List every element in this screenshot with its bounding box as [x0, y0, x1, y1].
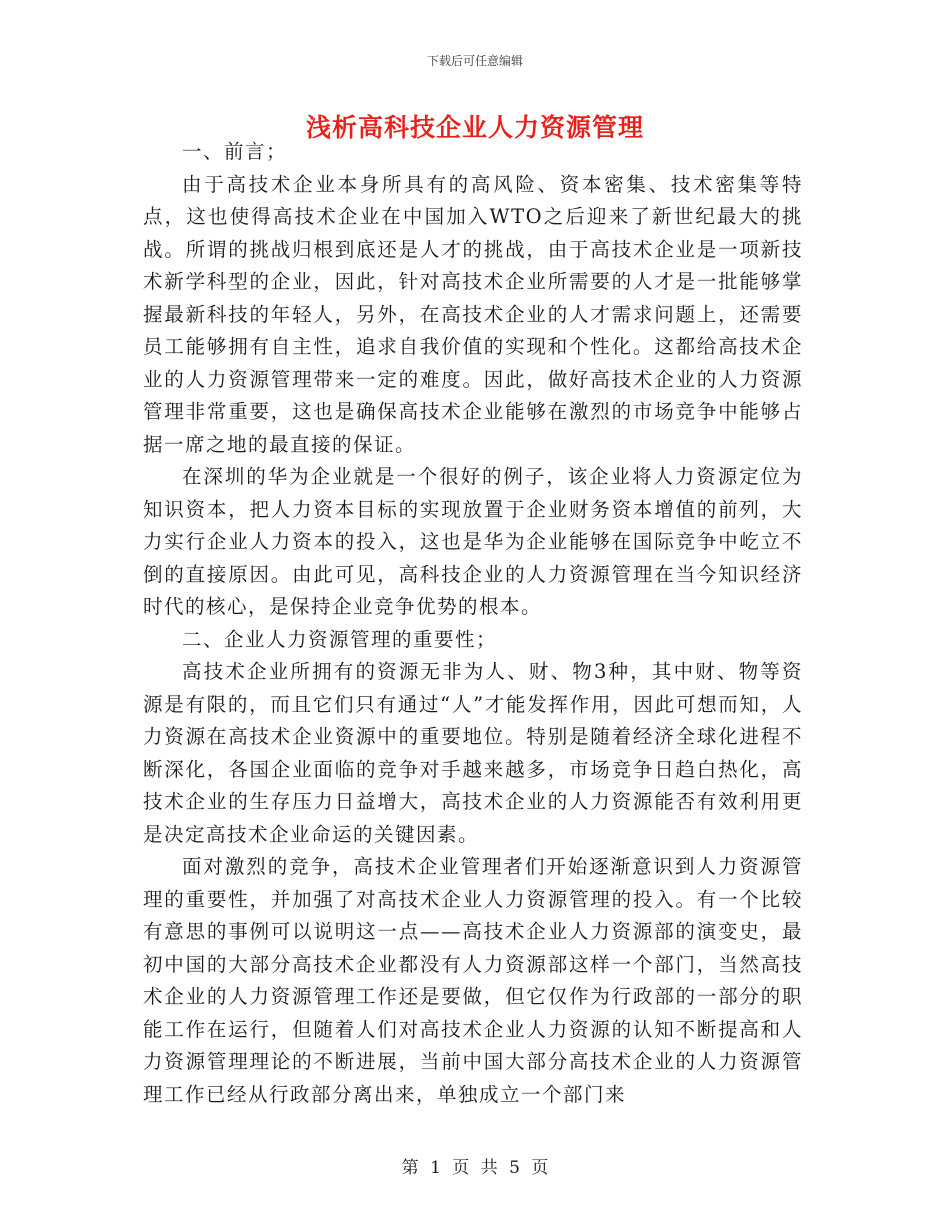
paragraph-huawei-example: 在深圳的华为企业就是一个很好的例子，该企业将人力资源定位为知识资本，把人力资本目标的实现放置于企业财务资本增值的前列，大力实行企业人力资本的投入，这也是华为企业能够在国际竞争中屹立不倒的直接原因。由此可见，高科技企业的人力资源管理在当今知识经济时代的核心，是保持企业竞争优势的根本。: [143, 465, 803, 618]
page-footer: 第 1 页 共 5 页: [401, 1158, 549, 1178]
section-heading-importance: 二、企业人力资源管理的重要性；: [182, 627, 498, 651]
paragraph-resources: 高技术企业所拥有的资源无非为人、财、物3种，其中财、物等资源是有限的，而且它们只有通过“人”才能发挥作用，因此可想而知，人力资源在高技术企业资源中的重要地位。特别是随着经济全球化进程不断深化，各国企业面临的竞争对手越来越多，市场竞争日趋白热化，高技术企业的生存压力日益增大，高技术企业的人力资源能否有效利用更是决定高技术企业命运的关键因素。: [143, 660, 803, 846]
section-heading-preface: 一、前言；: [182, 140, 288, 163]
paragraph-intro: 由于高技术企业本身所具有的高风险、资本密集、技术密集等特点，这也使得高技术企业在中国加入WTO之后迎来了新世纪最大的挑战。所谓的挑战归根到底还是人才的挑战，由于高技术企业是一项新技术新学科型的企业，因此，针对高技术企业所需要的人才是一批能够掌握最新科技的年轻人，另外，在高技术企业的人才需求问题上，还需要员工能够拥有自主性，追求自我价值的实现和个性化。这都给高技术企业的人力资源管理带来一定的难度。因此，做好高技术企业的人力资源管理非常重要，这也是确保高技术企业能够在激烈的市场竞争中能够占据一席之地的最直接的保证。: [143, 172, 803, 456]
document-body: [143, 136, 803, 1111]
paragraph-hr-evolution: 面对激烈的竞争，高技术企业管理者们开始逐渐意识到人力资源管理的重要性，并加强了对高技术企业人力资源管理的投入。有一个比较有意思的事例可以说明这一点——高技术企业人力资源部的演变史，最初中国的大部分高技术企业都没有人力资源部这样一个部门，当然高技术企业的人力资源管理工作还是要做，但它仅作为行政部的一部分的职能工作在运行，但随着人们对高技术企业人力资源的认知不断提高和人力资源管理理论的不断进展，当前中国大部分高技术企业的人力资源管理工作已经从行政部分离出来，单独成立一个部门来: [143, 855, 803, 1106]
header-note: 下载后可任意编辑: [426, 54, 523, 68]
document-title: 浅析高科技企业人力资源管理: [305, 113, 644, 142]
